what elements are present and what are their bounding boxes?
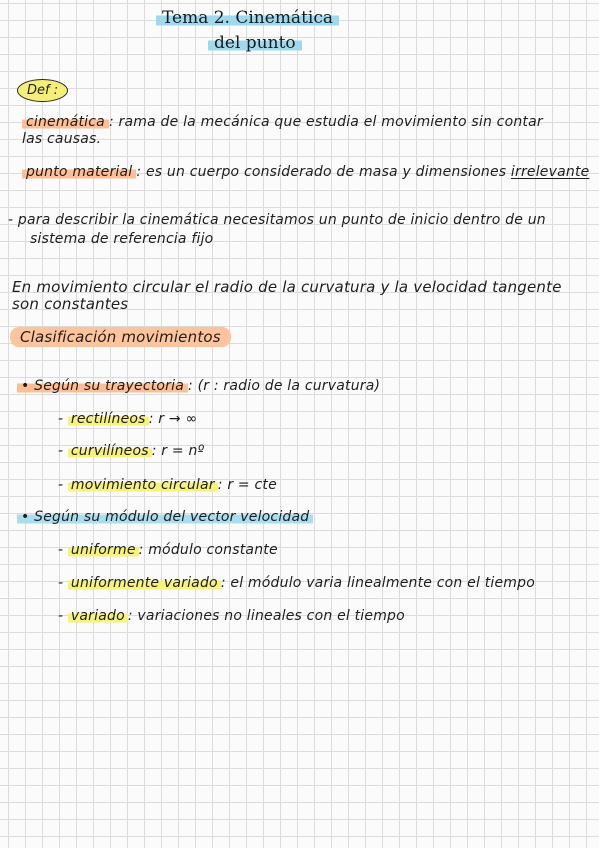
trayectoria-heading: • Según su trayectoria : (r : radio de la curvatura)	[17, 377, 380, 395]
emphasis-irrelevante: irrelevante	[510, 164, 590, 180]
page-title-line1: Tema 2. Cinemática	[156, 8, 339, 28]
list-item-uniforme: - uniforme : módulo constante	[58, 542, 278, 558]
definition-text: es un cuerpo considerado de masa y dimensiones	[141, 164, 511, 180]
note-line2: sistema de referencia fijo	[30, 231, 214, 247]
section-heading: Clasificación movimientos	[10, 327, 231, 347]
trayectoria-note: (r : radio de la curvatura)	[192, 378, 381, 394]
list-item-uniformente-variado: - uniformente variado : el módulo varia linealmente con el tiempo	[58, 575, 535, 591]
term-cinematica: cinemática	[22, 114, 109, 130]
list-item-circular: - movimiento circular : r = cte	[58, 477, 277, 493]
definition-text: rama de la mecánica que estudia el movimiento sin contar	[113, 114, 543, 130]
circular-line1: En movimiento circular el radio de la curvatura y la velocidad tangente	[12, 278, 562, 296]
modulo-heading: • Según su módulo del vector velocidad	[17, 508, 313, 526]
list-item-rectilineos: - rectilíneos : r → ∞	[58, 411, 198, 427]
list-item-curvilineos: - curvilíneos : r = nº	[58, 443, 205, 459]
page-title-line2: del punto	[208, 33, 302, 53]
term-punto-material: punto material	[22, 164, 136, 180]
definition-punto-material: punto material : es un cuerpo considerado de masa y dimensiones irrelevante	[22, 163, 589, 181]
circular-line2: son constantes	[12, 295, 129, 313]
note-line1: - para describir la cinemática necesitamos un punto de inicio dentro de un	[8, 212, 546, 228]
definition-cinematica: cinemática : rama de la mecánica que estudia el movimiento sin contar	[22, 113, 543, 131]
def-badge: Def :	[17, 79, 68, 102]
list-item-variado: - variado : variaciones no lineales con el tiempo	[58, 608, 405, 624]
definition-cinematica-cont: las causas.	[22, 131, 102, 147]
